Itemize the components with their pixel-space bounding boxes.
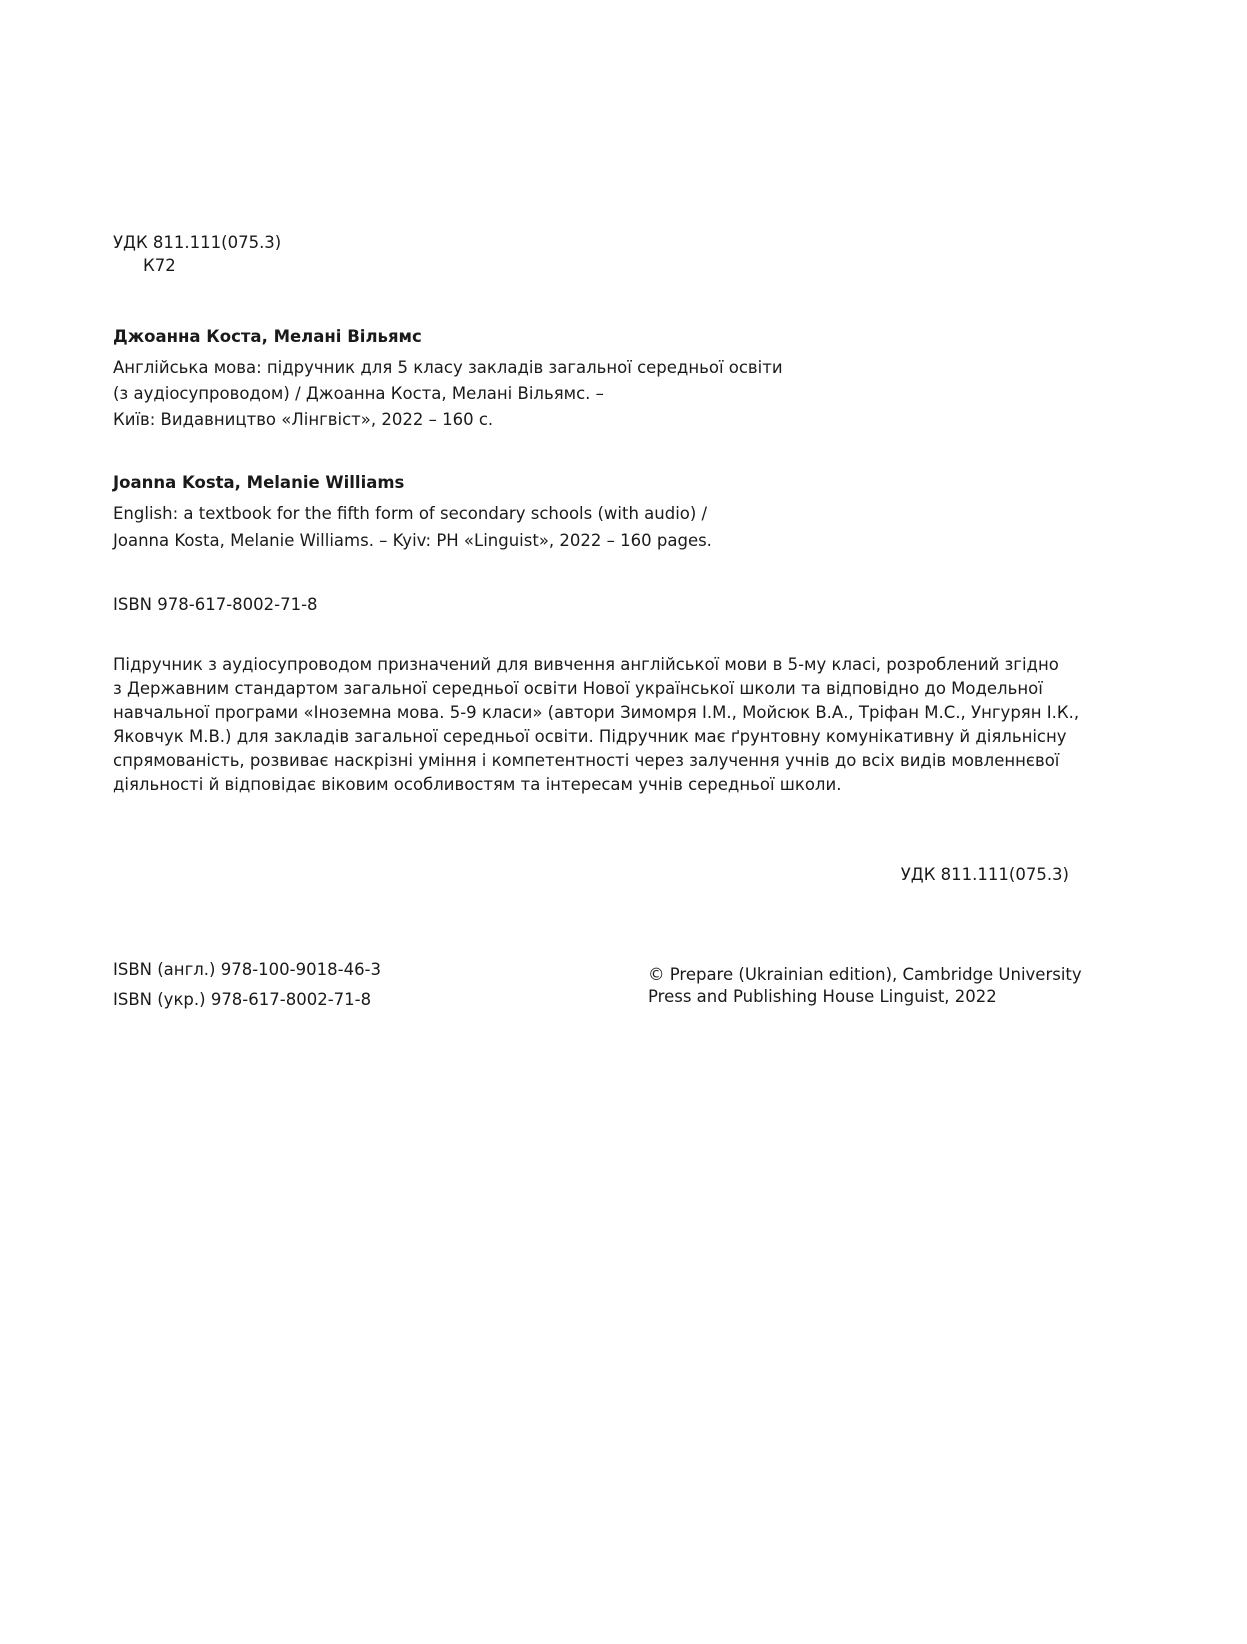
udk-classification-block <box>113 231 281 277</box>
isbn-ukrainian: ISBN (укр.) 978-617-8002-71-8 <box>113 990 372 1009</box>
english-authors-heading: Joanna Kosta, Melanie Williams <box>113 473 405 492</box>
ukrainian-authors-heading: Джоанна Коста, Мелані Вільямс <box>113 327 422 346</box>
english-bibliographic-record <box>113 500 712 554</box>
copyright-notice <box>648 964 1082 1008</box>
abstract-line: Підручник з аудіосупроводом призначений для вивчення англійської мови в 5-му класі, розроблений згідно <box>113 655 1059 674</box>
isbn-number: ISBN 978-617-8002-71-8 <box>113 595 318 614</box>
isbn-english: ISBN (англ.) 978-100-9018-46-3 <box>113 960 382 979</box>
isbn-list <box>113 955 381 1015</box>
ukrainian-bibliographic-record <box>113 355 783 433</box>
ukrainian-record-line: Англійська мова: підручник для 5 класу закладів загальної середньої освіти <box>113 358 783 377</box>
author-sign-index: К72 <box>143 256 176 275</box>
ukrainian-record-line: (з аудіосупроводом) / Джоанна Коста, Мелані Вільямс. – <box>113 384 604 403</box>
english-record-line: Joanna Kosta, Melanie Williams. – Kyiv: PH «Linguist», 2022 – 160 pages. <box>113 531 712 550</box>
udk-code: УДК 811.111(075.3) <box>113 233 282 252</box>
abstract-line: діяльності й відповідає віковим особливостям та інтересам учнів середньої школи. <box>113 775 842 794</box>
udk-code-right: УДК 811.111(075.3) <box>900 865 1069 884</box>
english-record-line: English: a textbook for the fifth form of secondary schools (with audio) / <box>113 504 708 523</box>
abstract-line: навчальної програми «Іноземна мова. 5-9 класи» (автори Зимомря І.М., Мойсюк В.А., Тріфан М.С., Унгурян І.К., <box>113 703 1080 722</box>
abstract-line: Яковчук М.В.) для закладів загальної середньої освіти. Підручник має ґрунтовну комунікативну й діяльнісну <box>113 727 1067 746</box>
ukrainian-record-line: Київ: Видавництво «Лінгвіст», 2022 – 160 с. <box>113 410 494 429</box>
abstract-line: спрямованість, розвиває наскрізні уміння і компетентності через залучення учнів до всіх видів мовленнєвої <box>113 751 1060 770</box>
copyright-line: © Prepare (Ukrainian edition), Cambridge University <box>648 965 1082 984</box>
abstract-line: з Державним стандартом загальної середньої освіти Нової української школи та відповідно до Модельної <box>113 679 1043 698</box>
copyright-line: Press and Publishing House Linguist, 2022 <box>648 987 997 1006</box>
abstract-paragraph <box>113 653 1133 797</box>
